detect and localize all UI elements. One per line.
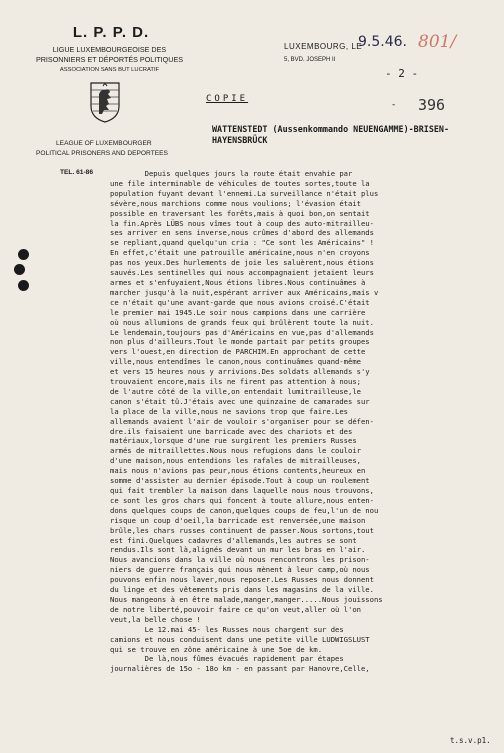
- street-address: 5, BVD. JOSEPH II: [284, 57, 336, 63]
- league-name-english-line1: LEAGUE OF LUXEMBOURGER: [56, 140, 152, 147]
- body-line: pas nos yeux.Des hurlements de joie les saluèrent,nous étions: [110, 258, 374, 268]
- document-number: 396: [418, 96, 446, 114]
- body-line: trouvaient encore,mais ils ne firent pas attention à nous;: [110, 377, 361, 387]
- body-line: Nous mangeons à en être malade,manger,manger.....Nous jouissons: [110, 594, 383, 604]
- body-line: matériaux,lorsque d'une rue surgirent les premiers Russes: [110, 436, 357, 446]
- body-line: non plus d'ailleurs.Tout le monde partait par petits groupes: [110, 337, 370, 347]
- body-line: De là,nous fûmes évacués rapidement par étapes: [110, 654, 344, 664]
- red-reference-mark: 801/: [418, 32, 457, 52]
- organization-name-line1: LIGUE LUXEMBOURGEOISE DES: [52, 45, 167, 54]
- body-line: somme d'assister au dernier épisode.Tout à coup un roulement: [110, 476, 370, 486]
- body-line: ce n'était qu'une avant-garde que nous avions croisé.C'était: [110, 297, 370, 307]
- organization-name-line2: PRISONNIERS ET DÉPORTÉS POLITIQUES: [35, 55, 184, 64]
- body-line: allemands avaient l'air de vouloir s'organiser pour se défen-: [110, 416, 374, 426]
- body-line: dons quelques coups de canon,quelques coups de feu,l'un de nou: [110, 505, 379, 515]
- punch-hole-middle: [14, 264, 25, 275]
- body-line: ses arriver en sens inverse,nous crûmes d'abord des allemands: [110, 228, 374, 238]
- letter-body: [110, 169, 494, 674]
- body-line: où nous allumions de grands feux qui brûlèrent toute la nuit.: [110, 317, 374, 327]
- handwritten-date: 9.5.46.: [358, 34, 407, 50]
- body-line: journalières de 15o - 18o km - en passant par Hanovre,Celle,: [110, 664, 370, 674]
- organization-status: ASSOCIATION SANS BUT LUCRATIF: [59, 67, 160, 73]
- body-line: de notre liberté,pouvoir faire ce qu'on veut,aller où l'on: [110, 604, 361, 614]
- body-line: dre.ils faisaient une barricade avec des chariots et des: [110, 426, 353, 436]
- body-line: armés de mitraillettes.Nous nous refugions dans le couloir: [110, 446, 361, 456]
- body-line: niers de guerre français qui nous mènent à leur camp,où nous: [110, 565, 370, 575]
- body-line: le premier mai 1945.Le soir nous campions dans une carrière: [110, 307, 366, 317]
- body-line: est fini.Quelques cadavres d'allemands,les autres se sont: [110, 535, 357, 545]
- body-line: qui se trouve en zône américaine à une 5oe de km.: [110, 644, 323, 654]
- league-name-english-line2: POLITICAL PRISONERS AND DEPORTEES: [36, 150, 168, 157]
- body-line: Depuis quelques jours la route était envahie par: [110, 169, 353, 178]
- body-line: brûle,les chars russes continuent de passer.Nous sortons,tout: [110, 525, 374, 535]
- body-line: pouvons enfin nous laver,nous reposer.Les Russes nous donnent: [110, 575, 374, 585]
- body-line: canon s'était tû.J'étais avec une quinzaine de camarades sur: [110, 396, 370, 406]
- please-turn-over-note: t.s.v.p1.: [450, 736, 491, 745]
- body-line: la place de la ville,nous ne savions trop que faire.Les: [110, 406, 348, 416]
- body-line: ce sont les gros chars qui foncent à toute allure,nous enten-: [110, 495, 374, 505]
- body-line: sauvés.Les sentinelles qui nous accompagnaient jetaient leurs: [110, 268, 374, 278]
- body-line: armes et s'enfuyaient,Nous étions libres.Nous continuâmes à: [110, 277, 366, 287]
- body-line: rendus.Ils sont là,alignés devant un mur les bras en l'air.: [110, 545, 366, 555]
- body-line: se repliant,quand quelqu'un cria : "Ce sont les Américains" !: [110, 238, 374, 248]
- document-number-mark: -: [392, 100, 396, 110]
- body-line: d'une maison,nous entendions les rafales de mitrailleuses,: [110, 456, 361, 466]
- body-line: et vers 15 heures nous y arrivions.Des soldats allemands s'y: [110, 367, 370, 377]
- body-line: camions et nous conduisent dans une petite ville LUDWIGSLUST: [110, 634, 370, 644]
- body-line: Le 12.mai 45- les Russes nous chargent sur des: [110, 624, 344, 634]
- body-line: En effet,c'était une patrouille américaine,nous n'en croyons: [110, 248, 370, 258]
- punch-hole-top: [18, 249, 29, 260]
- body-line: mais nous n'avions pas peur,nous étions contents,heureux en: [110, 466, 366, 476]
- subject-line-1: WATTENSTEDT (Aussenkommando NEUENGAMME)-BRISEN-: [212, 124, 449, 134]
- body-line: vers l'ouest,en direction de PARCHIM.En approchant de cette: [110, 347, 366, 357]
- body-line: Le lendemain,toujours pas d'Américains en vue,pas d'allemands: [110, 327, 374, 337]
- body-line: veut,la belle chose !: [110, 614, 201, 624]
- telephone-number: TEL. 61-86: [60, 169, 93, 176]
- body-line: possible en traversant les forêts,mais à quoi bon,on sentait: [110, 208, 370, 218]
- page-number: - 2 -: [385, 67, 419, 80]
- body-line: ville,nous entendîmes le canon,nous continuâmes quand-même: [110, 357, 361, 367]
- body-line: sévère,nous marchions comme nous voulions; l'évasion était: [110, 198, 361, 208]
- body-line: marcher jusqu'à la nuit,espérant arriver aux Américains,mais v: [110, 287, 379, 297]
- copy-heading: COPIE: [206, 94, 249, 104]
- body-line: la fin.Après LÜBS nous vîmes tout à coup des auto-mitrailleu-: [110, 218, 374, 228]
- body-line: population fuyant devant l'ennemi.La surveillance n'était plus: [110, 188, 379, 198]
- organization-acronym: L. P. P. D.: [72, 24, 150, 41]
- body-line: qui fait trembler la maison dans laquelle nous nous trouvons,: [110, 486, 374, 495]
- city-label: LUXEMBOURG, LE: [284, 42, 363, 51]
- punch-hole-bottom: [18, 280, 29, 291]
- body-line: de l'autre côté de la ville,on entendait lumitrailleuse,le: [110, 386, 361, 396]
- body-line: une file interminable de véhicules de toutes sortes,toute la: [110, 178, 370, 188]
- body-line: du linge et des vêtements pris dans les magasins de la ville.: [110, 585, 374, 595]
- body-line: Nous avancions dans la ville où nous rencontrons les prison-: [110, 555, 370, 565]
- body-line: risque un coup d'oeil,la barricade est renversée,une maison: [110, 515, 366, 525]
- lion-emblem-icon: [88, 80, 122, 124]
- subject-line-2: HAYENSBRÜCK: [212, 135, 268, 145]
